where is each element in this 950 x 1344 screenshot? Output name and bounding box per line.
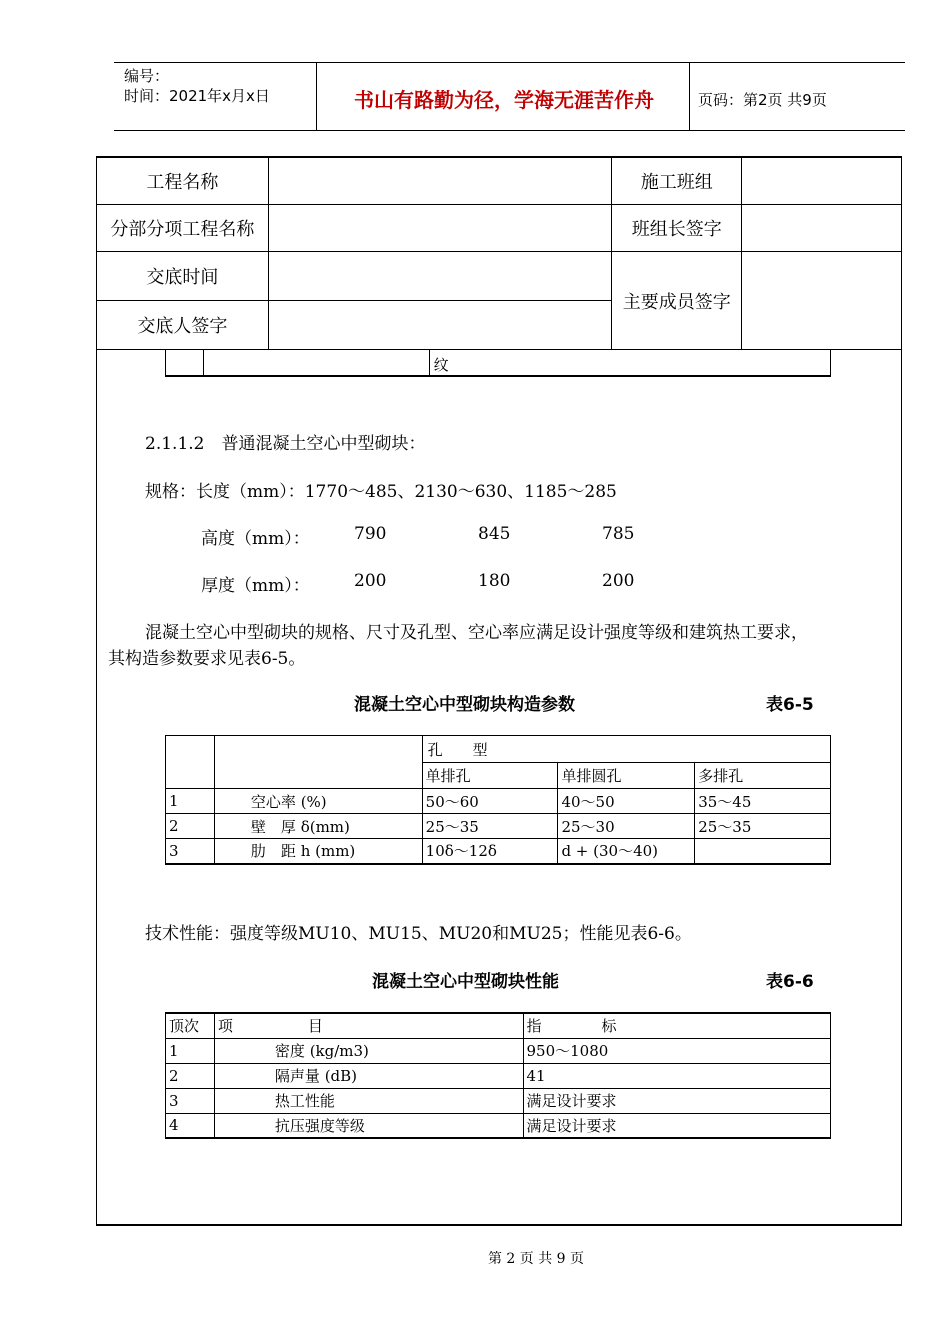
table65-number: 表6-5 <box>766 695 814 715</box>
height-value-1: 790 <box>354 524 387 544</box>
table-row <box>166 1063 831 1088</box>
page-footer: 第 2 页 共 9 页 <box>487 1251 585 1267</box>
partial-table-row <box>165 349 831 377</box>
t65-col-header: 单排孔 <box>422 763 558 789</box>
t66-row-value: 41 <box>523 1063 831 1088</box>
table66-number: 表6-6 <box>766 972 814 992</box>
thickness-value-3: 200 <box>602 571 635 591</box>
header-motto: 书山有路勤为径，学海无涯苦作舟 <box>354 88 654 112</box>
t66-row-value: 满足设计要求 <box>523 1088 831 1113</box>
table-row <box>166 1088 831 1113</box>
leader-sign-label: 班组长签字 <box>612 205 742 252</box>
header-page-number: 页码：第2页 共9页 <box>698 91 827 109</box>
t66-row-item: 抗压强度等级 <box>214 1113 523 1138</box>
info-table <box>96 157 902 350</box>
person-sign-label: 交底人签字 <box>97 301 269 350</box>
table-6-5 <box>165 735 831 865</box>
thickness-value-2: 180 <box>478 571 511 591</box>
paragraph-line-2: 其构造参数要求见表6-5。 <box>108 649 306 669</box>
table-row <box>166 839 831 864</box>
team-label: 施工班组 <box>612 158 742 205</box>
t66-row-item: 密度 (kg/m3) <box>214 1038 523 1063</box>
t66-header-no: 顶次 <box>166 1013 215 1038</box>
project-name-label: 工程名称 <box>97 158 269 205</box>
t65-row-item: 肋 距 h (mm) <box>214 839 422 864</box>
thickness-label: 厚度（mm）： <box>201 576 310 596</box>
height-value-2: 845 <box>478 524 511 544</box>
time-label: 时间：2021年x月x日 <box>124 87 270 105</box>
spec-length: 规格：长度（mm）：1770～485、2130～630、1185～285 <box>145 482 617 502</box>
t65-group-header: 孔 型 <box>422 736 830 763</box>
t65-corner-item <box>214 736 422 789</box>
t66-row-item: 热工性能 <box>214 1088 523 1113</box>
t65-row-v2: 25～30 <box>558 814 695 839</box>
t65-row-v1: 50～60 <box>422 789 558 814</box>
person-sign-field[interactable] <box>268 301 612 350</box>
t65-col-header: 多排孔 <box>695 763 831 789</box>
header-meta <box>124 66 270 106</box>
table65-title: 混凝土空心中型砌块构造参数 <box>354 695 575 715</box>
t66-row-no: 4 <box>166 1113 215 1138</box>
t66-row-item: 隔声量 (dB) <box>214 1063 523 1088</box>
number-label: 编号： <box>124 67 170 85</box>
sub-project-label: 分部分项工程名称 <box>97 205 269 252</box>
t65-corner-no <box>166 736 215 789</box>
t66-header-item: 项 目 <box>214 1013 523 1038</box>
t65-row-v3: 25～35 <box>695 814 831 839</box>
members-sign-field[interactable] <box>742 252 902 350</box>
performance-text: 技术性能：强度等级MU10、MU15、MU20和MU25；性能见表6-6。 <box>145 924 692 944</box>
t65-row-no: 2 <box>166 814 215 839</box>
height-label: 高度（mm）： <box>201 529 310 549</box>
t65-col-header: 单排圆孔 <box>558 763 695 789</box>
t65-row-no: 3 <box>166 839 215 864</box>
partial-row-text: 纹 <box>429 349 830 376</box>
t65-row-v2: d + (30～40) <box>558 839 695 864</box>
t66-row-no: 3 <box>166 1088 215 1113</box>
time-field[interactable] <box>268 252 612 301</box>
sub-project-field[interactable] <box>268 205 612 252</box>
t66-header-value: 指 标 <box>523 1013 831 1038</box>
section-heading: 2.1.1.2 普通混凝土空心中型砌块： <box>145 434 426 454</box>
table-row <box>166 1038 831 1063</box>
t66-row-value: 满足设计要求 <box>523 1113 831 1138</box>
table-row <box>166 1113 831 1138</box>
t66-row-value: 950～1080 <box>523 1038 831 1063</box>
table-row <box>166 814 831 839</box>
thickness-value-1: 200 <box>354 571 387 591</box>
t66-row-no: 1 <box>166 1038 215 1063</box>
t65-row-no: 1 <box>166 789 215 814</box>
t65-row-v1: 10δ～12δ <box>422 839 558 864</box>
t65-row-item: 空心率 (%) <box>214 789 422 814</box>
table66-title: 混凝土空心中型砌块性能 <box>372 972 559 992</box>
t65-row-v3: 35～45 <box>695 789 831 814</box>
t66-row-no: 2 <box>166 1063 215 1088</box>
t65-row-v2: 40～50 <box>558 789 695 814</box>
leader-sign-field[interactable] <box>742 205 902 252</box>
table-row <box>166 789 831 814</box>
t65-row-item: 壁 厚 δ(mm) <box>214 814 422 839</box>
paragraph-line-1: 混凝土空心中型砌块的规格、尺寸及孔型、空心率应满足设计强度等级和建筑热工要求， <box>145 623 808 643</box>
project-name-field[interactable] <box>268 158 612 205</box>
team-field[interactable] <box>742 158 902 205</box>
table-6-6 <box>165 1012 831 1139</box>
t65-row-v3 <box>695 839 831 864</box>
time-label-cell: 交底时间 <box>97 252 269 301</box>
height-value-3: 785 <box>602 524 635 544</box>
members-sign-label: 主要成员签字 <box>612 252 742 350</box>
t65-row-v1: 25～35 <box>422 814 558 839</box>
